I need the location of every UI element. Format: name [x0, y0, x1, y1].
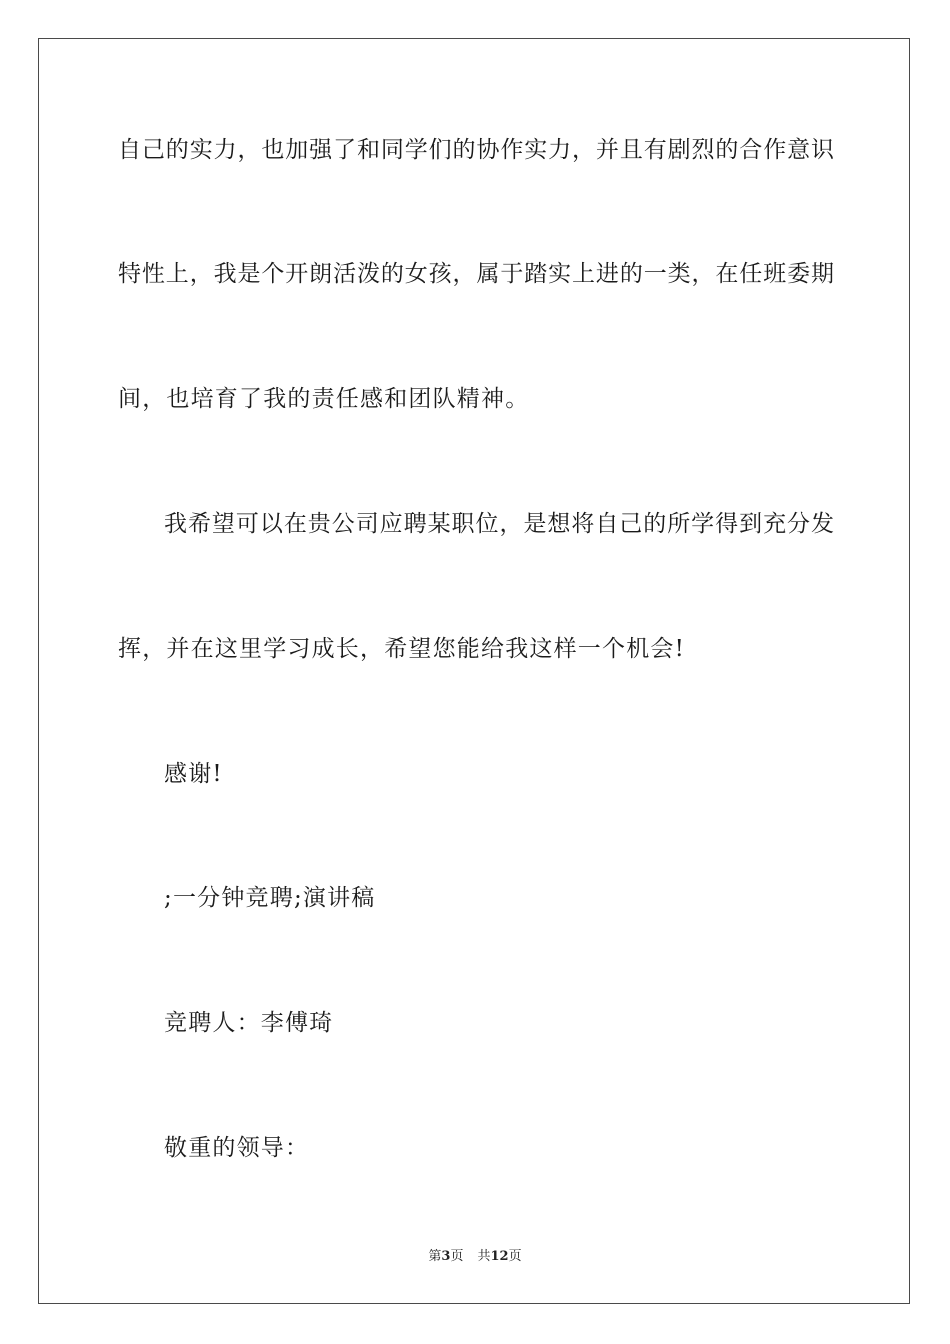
text-line-5: 挥，并在这里学习成长，希望您能给我这样一个机会! — [118, 636, 686, 662]
text-line-8: 竞聘人：李傅琦 — [164, 1010, 334, 1036]
total-prefix: 共 — [477, 1249, 491, 1264]
total-pages: 12 — [490, 1249, 509, 1264]
text-line-6: 感谢! — [164, 761, 223, 787]
total-suffix: 页 — [508, 1249, 522, 1264]
text-line-9: 敬重的领导： — [164, 1135, 310, 1161]
text-line-4: 我希望可以在贵公司应聘某职位，是想将自己的所学得到充分发 — [164, 511, 834, 537]
page-prefix: 第 — [428, 1249, 442, 1264]
text-line-1: 自己的实力，也加强了和同学们的协作实力，并且有剧烈的合作意识 — [118, 137, 834, 163]
page-suffix: 页 — [450, 1249, 464, 1264]
text-line-3: 间，也培育了我的责任感和团队精神。 — [118, 386, 530, 412]
text-line-7: ;一分钟竞聘;演讲稿 — [164, 885, 376, 911]
page-number: 3 — [441, 1249, 451, 1264]
text-line-2: 特性上，我是个开朗活泼的女孩，属于踏实上进的一类，在任班委期 — [118, 261, 834, 287]
page-frame — [38, 38, 910, 1304]
page-footer — [0, 1248, 950, 1266]
